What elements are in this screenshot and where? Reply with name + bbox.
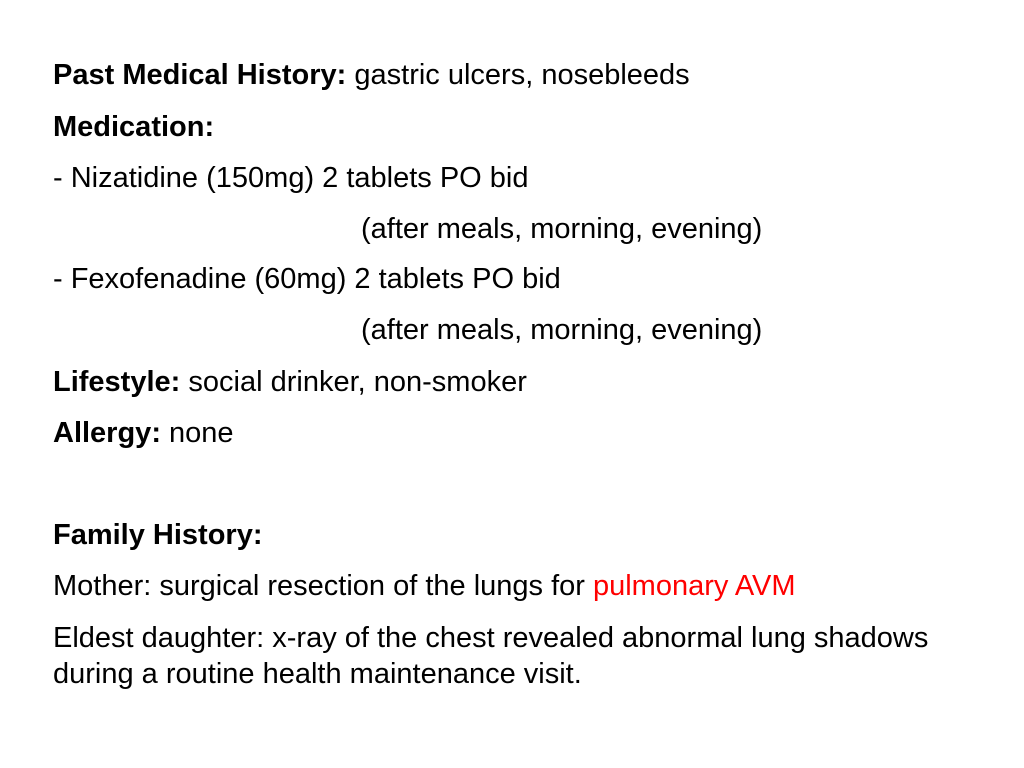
allergy-line (53, 416, 234, 450)
pulmonary-avm-highlight: pulmonary AVM (592, 570, 796, 602)
allergy-label: Allergy: (53, 417, 161, 449)
lifestyle-label: Lifestyle: (53, 366, 181, 398)
medication-item-nizatidine: - Nizatidine (150mg) 2 tablets PO bid (53, 162, 529, 194)
family-history-heading: Family History: (53, 519, 263, 551)
medication-item-nizatidine-note: (after meals, morning, evening) (361, 213, 763, 245)
family-history-mother (53, 569, 796, 603)
allergy-value: none (160, 417, 234, 449)
medication-heading: Medication: (53, 111, 215, 143)
medication-item-fexofenadine-note: (after meals, morning, evening) (361, 314, 763, 346)
lifestyle-line (53, 365, 527, 399)
medication-item-fexofenadine: - Fexofenadine (60mg) 2 tablets PO bid (53, 263, 561, 295)
lifestyle-value: social drinker, non-smoker (180, 366, 527, 398)
family-history-daughter: Eldest daughter: x-ray of the chest revealed abnormal lung shadows during a routine health maintenance visit. (53, 622, 929, 690)
past-medical-history-value: gastric ulcers, nosebleeds (346, 59, 690, 91)
past-medical-history-label: Past Medical History: (53, 59, 347, 91)
past-medical-history-line (53, 58, 690, 92)
mother-text: Mother: surgical resection of the lungs for (53, 570, 593, 602)
